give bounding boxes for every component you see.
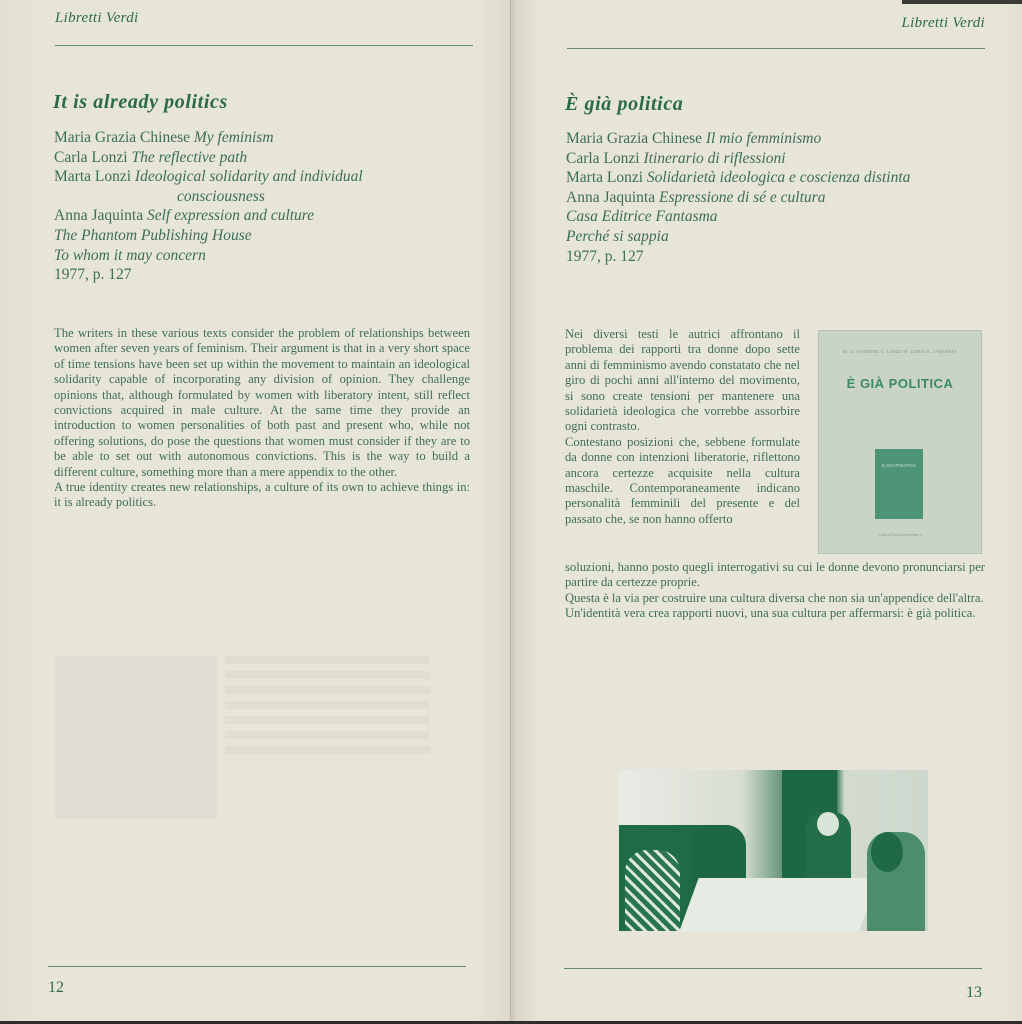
paragraph: Un'identità vera crea rapporti nuovi, una sua cultura per affermarsi: è già politica. xyxy=(565,606,976,621)
cover-footer: Scritti di Rivolta Femminile 8 xyxy=(877,533,923,537)
credit-author: Anna Jaquinta xyxy=(54,207,144,225)
credit-author: Maria Grazia Chinese xyxy=(54,129,190,146)
paragraph: Contestano posizioni che, sebbene formulate da donne con intenzioni liberatorie, riflettono ancora certezze acquisite nella cultura maschile. Contemporaneamente indicano personalità femminili del presente e del passato che, se non hanno offerto xyxy=(565,434,800,526)
credit-work: The reflective path xyxy=(131,148,248,166)
photo-person-hair xyxy=(871,832,903,872)
footer-rule-left xyxy=(48,966,466,967)
credit-row xyxy=(54,167,494,187)
paragraph: The writers in these various texts consider the problem of relationships between women after seven years of feminism. Their argument is that in a very short space of time tensions have been set up within the movement to maintain an ideological solidarity capable of incorporating any division of opinion. They challenge opinions that, although formulated by women with liberatory intent, still reflect convictions acquired in male culture. At the same time they provide an introduction to women personalities of both past and present who, while not offering solutions, do pose the questions that women must consider if they are to be able to set out with autonomous convictions. This is the way to build a different culture, something more than a mere appendix to the other. xyxy=(54,326,470,479)
photo-person-head xyxy=(817,812,839,836)
cover-inset-book xyxy=(875,449,923,519)
book-cover-image xyxy=(818,330,982,554)
credit-author: Carla Lonzi xyxy=(566,149,640,167)
page-title-left: It is already politics xyxy=(53,91,228,113)
credits-list-left xyxy=(54,128,494,285)
photo-person xyxy=(625,850,680,931)
credit-work: Itinerario di riflessioni xyxy=(643,149,786,167)
credit-row xyxy=(566,149,1006,169)
credit-work: Ideological solidarity and individual xyxy=(134,168,363,186)
paragraph: soluzioni, hanno posto quegli interrogativi su cui le donne devono pronunciarsi per partire da certezze proprie. xyxy=(565,560,985,590)
body-text-right-wrapped xyxy=(565,327,800,527)
paragraph: Nei diversi testi le autrici affrontano il problema dei rapporti tra donne dopo sette anni di femminismo avendo constatato che nel giro di pochi anni all'interno del movimento, si sono create tensioni per mantenere una solidarietà ideologica che vorrebbe assorbire ogni contrasto. xyxy=(565,327,800,434)
page-number-left: 12 xyxy=(48,979,64,996)
running-head-right: Libretti Verdi xyxy=(901,15,985,31)
credit-row xyxy=(566,129,1006,149)
credit-author: Marta Lonzi xyxy=(54,168,132,186)
paragraph: Questa è la via per costruire una cultura diversa che non sia un'appendice dell'altra. xyxy=(565,590,984,605)
series: Perché si sappia xyxy=(566,227,669,245)
year-pages: 1977, p. 127 xyxy=(566,247,644,265)
credit-work: Self expression and culture xyxy=(146,207,315,225)
header-rule-right xyxy=(567,48,985,49)
credit-row xyxy=(54,206,494,226)
credit-row xyxy=(54,148,494,168)
credit-author: Carla Lonzi xyxy=(54,148,128,166)
publisher: Casa Editrice Fantasma xyxy=(566,208,718,226)
photo-person xyxy=(867,832,925,931)
credit-work-continued: consciousness xyxy=(177,187,265,205)
group-photo xyxy=(619,770,928,931)
credit-work: My feminism xyxy=(193,129,274,146)
header-rule-left xyxy=(55,45,473,46)
cover-inset-title: È GIÀ POLITICA xyxy=(882,463,916,468)
credit-work: Espressione di sé e cultura xyxy=(658,188,826,206)
credit-author: Marta Lonzi xyxy=(566,169,644,187)
credit-row xyxy=(566,188,1006,208)
credit-work: Il mio femminismo xyxy=(705,130,822,147)
body-text-right-full xyxy=(565,560,985,622)
body-text-left xyxy=(54,326,470,511)
page-title-right: È già politica xyxy=(565,93,684,115)
bleed-through-image xyxy=(55,656,217,819)
cover-title: È GIÀ POLITICA xyxy=(846,376,954,391)
page-number-right: 13 xyxy=(966,984,982,1001)
year-pages: 1977, p. 127 xyxy=(54,266,132,284)
series: To whom it may concern xyxy=(54,246,206,264)
credit-row xyxy=(566,168,1006,188)
credit-row xyxy=(54,128,494,148)
scan-edge-shadow xyxy=(902,0,1022,4)
credit-work: Solidarietà ideologica e coscienza distinta xyxy=(646,169,911,187)
footer-rule-right xyxy=(564,968,982,969)
bleed-through-text xyxy=(225,656,430,761)
publisher: The Phantom Publishing House xyxy=(54,226,252,244)
running-head-left: Libretti Verdi xyxy=(55,10,139,26)
photo-table xyxy=(679,878,878,931)
credit-author: Anna Jaquinta xyxy=(566,188,656,206)
credit-author: Maria Grazia Chinese xyxy=(566,130,702,147)
cover-authors: M. G. CHINESE C. LONZI M. LONZI A. JAQUINTA xyxy=(842,349,958,354)
credits-list-right xyxy=(566,129,1006,266)
paragraph: A true identity creates new relationships, a culture of its own to achieve things in: it is already politics. xyxy=(54,480,470,510)
